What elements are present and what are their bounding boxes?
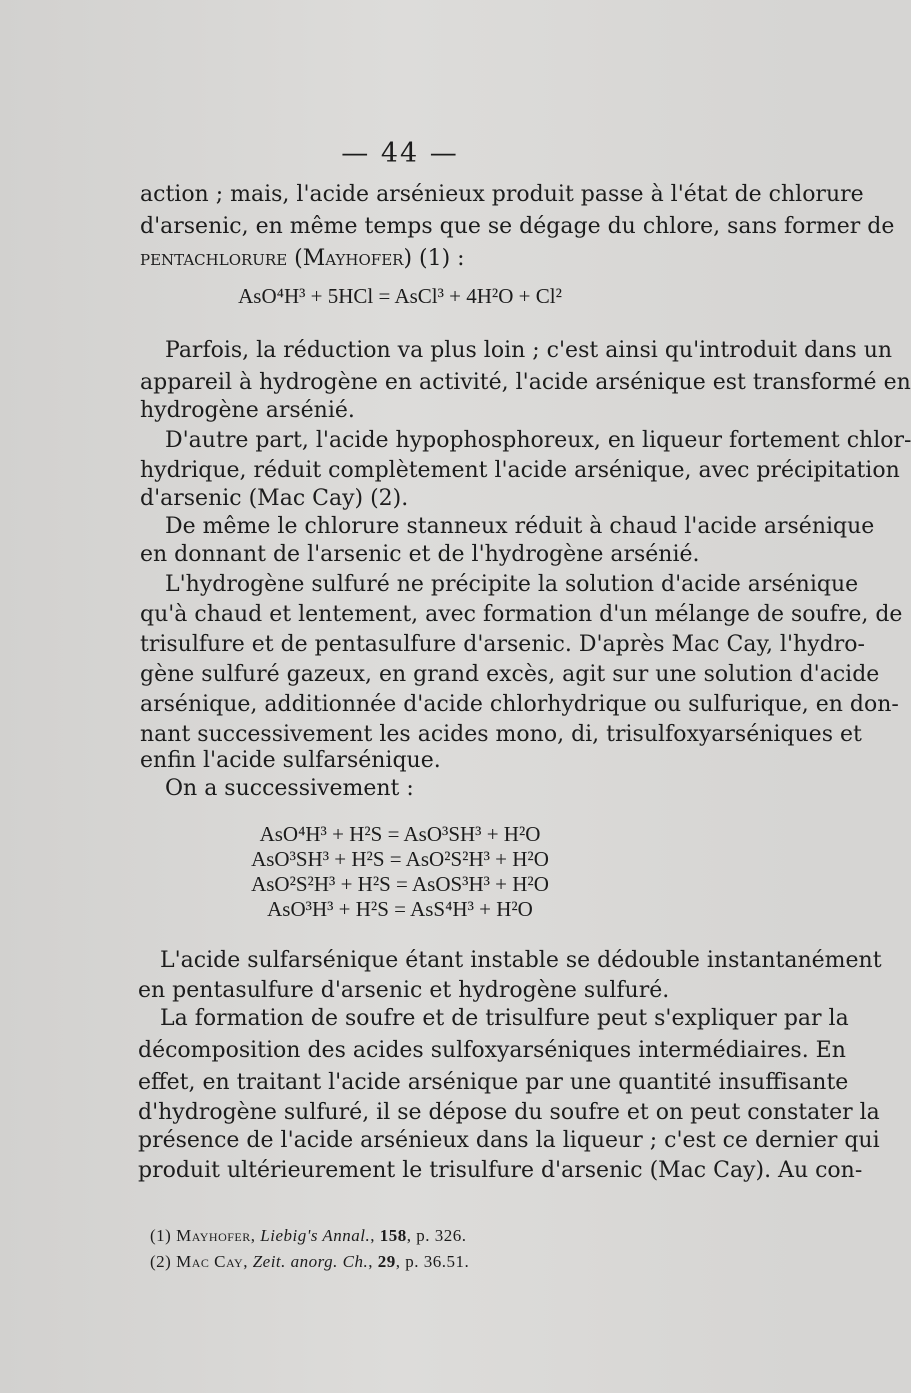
footnote-volume: 158 bbox=[379, 1226, 407, 1245]
equation: AsO³H³ + H²S = AsS⁴H³ + H²O bbox=[267, 897, 533, 921]
footnote-page: p. 36.51. bbox=[405, 1252, 470, 1271]
text-line: qu'à chaud et lentement, avec formation d'un mélange de soufre, de bbox=[140, 602, 903, 627]
text-line: décomposition des acides sulfoxyarséniques intermédiaires. En bbox=[138, 1038, 846, 1063]
footnote-mark: (1) bbox=[150, 1226, 172, 1245]
text-line: L'acide sulfarsénique étant instable se dédouble instantanément bbox=[160, 948, 882, 973]
footnote-page: p. 326. bbox=[416, 1226, 467, 1245]
text-line: arsénique, additionnée d'acide chlorhydrique ou sulfurique, en don- bbox=[140, 692, 899, 717]
equation: AsO²S²H³ + H²S = AsOS³H³ + H²O bbox=[251, 872, 549, 896]
footnote-mark: (2) bbox=[150, 1252, 172, 1271]
text-line: De même le chlorure stanneux réduit à chaud l'acide arsénique bbox=[165, 514, 875, 539]
text-line: nant successivement les acides mono, di, trisulfoxyarséniques et bbox=[140, 722, 862, 747]
footnote-author: Mac Cay bbox=[176, 1252, 244, 1271]
footnote-author: Mayhofer bbox=[176, 1226, 251, 1245]
equation: AsO⁴H³ + H²S = AsO³SH³ + H²O bbox=[259, 822, 541, 846]
text-line: hydrogène arsénié. bbox=[140, 398, 355, 423]
text-line: en pentasulfure d'arsenic et hydrogène sulfuré. bbox=[138, 978, 670, 1003]
text-line: La formation de soufre et de trisulfure peut s'expliquer par la bbox=[160, 1006, 849, 1031]
text-line: L'hydrogène sulfuré ne précipite la solution d'acide arsénique bbox=[165, 572, 859, 597]
text-line: hydrique, réduit complètement l'acide arsénique, avec précipitation bbox=[140, 458, 900, 483]
text-line: gène sulfuré gazeux, en grand excès, agit sur une solution d'acide bbox=[140, 662, 880, 687]
footnote-journal: Liebig's Annal. bbox=[260, 1226, 371, 1245]
text-line: appareil à hydrogène en activité, l'acide arsénique est transformé en bbox=[140, 370, 911, 395]
text-line: Parfois, la réduction va plus loin ; c'est ainsi qu'introduit dans un bbox=[165, 338, 893, 363]
text-line: trisulfure et de pentasulfure d'arsenic. D'après Mac Cay, l'hydro- bbox=[140, 632, 865, 657]
text-line: en donnant de l'arsenic et de l'hydrogène arsénié. bbox=[140, 542, 700, 567]
text-line: d'arsenic (Mac Cay) (2). bbox=[140, 486, 409, 511]
footnote: (2) Mac Cay, Zeit. anorg. Ch., 29, p. 36.51. bbox=[150, 1252, 470, 1271]
text-line: d'hydrogène sulfuré, il se dépose du soufre et on peut constater la bbox=[138, 1100, 880, 1125]
text-line: d'arsenic, en même temps que se dégage du chlore, sans former de bbox=[140, 214, 895, 239]
footnote-volume: 29 bbox=[377, 1252, 396, 1271]
footnote-journal: Zeit. anorg. Ch. bbox=[252, 1252, 369, 1271]
text-line: On a successivement : bbox=[165, 776, 414, 801]
text-line: enfin l'acide sulfarsénique. bbox=[140, 748, 441, 773]
text-line: présence de l'acide arsénieux dans la liqueur ; c'est ce dernier qui bbox=[138, 1128, 880, 1153]
text-line: D'autre part, l'acide hypophosphoreux, en liqueur fortement chlor- bbox=[165, 428, 911, 453]
text-line: effet, en traitant l'acide arsénique par une quantité insuffisante bbox=[138, 1070, 849, 1095]
footnote: (1) Mayhofer, Liebig's Annal., 158, p. 326. bbox=[150, 1226, 467, 1245]
text-line: produit ultérieurement le trisulfure d'arsenic (Mac Cay). Au con- bbox=[138, 1158, 863, 1183]
text-line: action ; mais, l'acide arsénieux produit passe à l'état de chlorure bbox=[140, 182, 864, 207]
text-line: pentachlorure (Mayhofer) (1) : bbox=[140, 246, 465, 271]
equation: AsO⁴H³ + 5HCl = AsCl³ + 4H²O + Cl² bbox=[238, 284, 562, 308]
equation: AsO³SH³ + H²S = AsO²S²H³ + H²O bbox=[251, 847, 549, 871]
page-number: — 44 — bbox=[341, 138, 459, 169]
